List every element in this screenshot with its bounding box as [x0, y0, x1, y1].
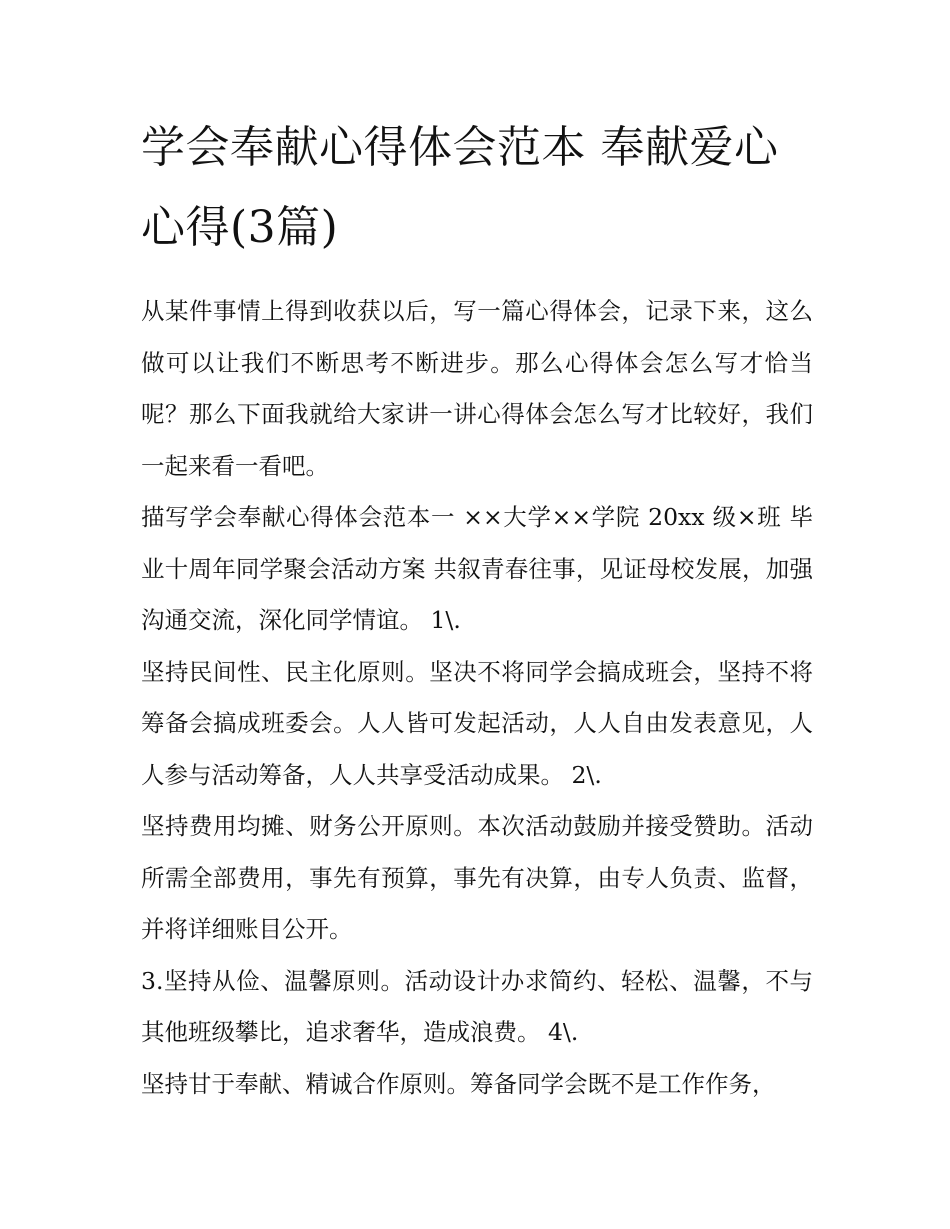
paragraph-principle-dedication: 坚持甘于奉献、精诚合作原则。筹备同学会既不是工作作务，	[141, 1069, 776, 1098]
paragraph-principle-democracy: 坚持民间性、民主化原则。坚决不将同学会搞成班会，坚持不将筹备会搞成班委会。人人皆可发起活动，人人自由发表意见，人人参与活动筹备，人人共享受活动成果。 2\.	[141, 657, 813, 789]
document-body	[141, 108, 813, 1110]
paragraph-principle-finance: 坚持费用均摊、财务公开原则。本次活动鼓励并接受赞助。活动所需全部费用，事先有预算，事先有决算，由专人负责、监督，并将详细账目公开。	[141, 812, 813, 943]
document-title: 学会奉献心得体会范本 奉献爱心心得(3篇)	[141, 122, 779, 253]
paragraph-sample-one: 描写学会奉献心得体会范本一 ××大学××学院 20xx 级×班 毕业十周年同学聚会活动方案 共叙青春往事，见证母校发展，加强沟通交流，深化同学情谊。 1\.	[141, 503, 813, 634]
paragraph-intro: 从某件事情上得到收获以后，写一篇心得体会，记录下来，这么做可以让我们不断思考不断进步。那么心得体会怎么写才恰当呢？那么下面我就给大家讲一讲心得体会怎么写才比较好，我们一起来看一看吧。	[141, 297, 813, 480]
paragraph-principle-frugality: 3.坚持从俭、温馨原则。活动设计办求简约、轻松、温馨，不与其他班级攀比，追求奢华，造成浪费。 4\.	[141, 966, 813, 1046]
